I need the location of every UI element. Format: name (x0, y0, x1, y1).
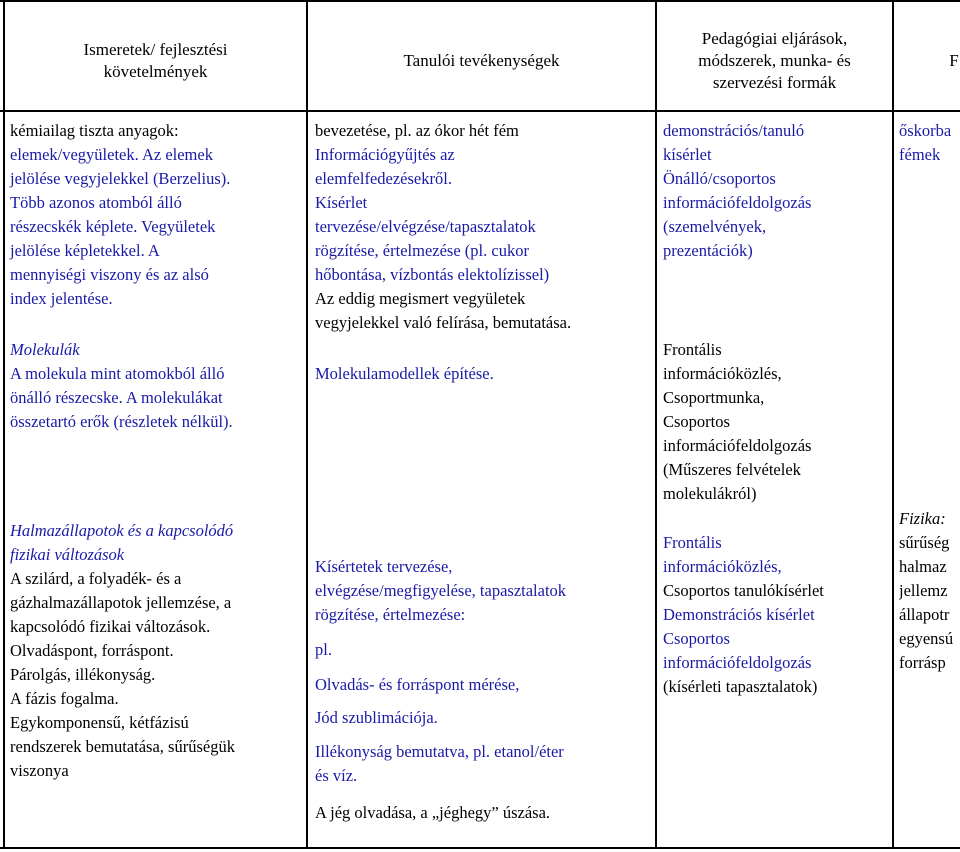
table-border-header (0, 110, 960, 112)
col2-block-ice (315, 801, 550, 825)
col2-line: hőbontása, vízbontás elektolízissel) (315, 265, 550, 284)
col2-line: elvégzése/megfigyelése, tapasztalatok (315, 581, 567, 600)
col1-line: Egykomponensű, kétfázisú (10, 713, 189, 732)
col3-line: prezentációk) (663, 241, 753, 260)
col3-line: Frontális (663, 340, 722, 359)
col3-line: Önálló/csoportos (663, 169, 776, 188)
col4-title: Fizika: (899, 509, 946, 528)
col1-line: kémiailag tiszta anyagok: (10, 121, 179, 140)
col1-states-title: Halmazállapotok és a kapcsolódó (10, 521, 234, 540)
col3-block-methods-1 (663, 119, 811, 263)
col4-line: sűrűség (899, 533, 950, 552)
col2-line: Olvadás- és forráspont mérése, (315, 675, 520, 694)
col2-line: Molekulamodellek építése. (315, 364, 494, 383)
col3-line: információközlés, (663, 557, 782, 576)
col3-line: kísérlet (663, 145, 712, 164)
col1-line: Több azonos atomból álló (10, 193, 182, 212)
col3-block-methods-2 (663, 338, 885, 506)
col4-line: őskorba (899, 121, 952, 140)
col3-block-methods-3 (663, 531, 824, 699)
col1-line: index jelentése. (10, 289, 113, 308)
col1-block-elements (10, 119, 230, 311)
col2-line: bevezetése, pl. az ókor hét fém (315, 121, 519, 140)
col1-line: önálló részecske. A molekulákat (10, 388, 223, 407)
header-col-1-line-1: Ismeretek/ fejlesztési (83, 40, 228, 59)
header-col-1 (5, 2, 306, 110)
col1-line: A szilárd, a folyadék- és a (10, 569, 182, 588)
col-divider-1 (3, 0, 5, 849)
col3-line: demonstrációs/tanuló (663, 121, 805, 140)
header-col-3-line-3: szervezési formák (712, 73, 837, 92)
col1-line: összetartó erők (részletek nélkül). (10, 412, 233, 431)
header-col-3-line-2: módszerek, munka- és (698, 51, 851, 70)
col4-line: forrásp (899, 653, 946, 672)
col2-line: Kísérlet (315, 193, 368, 212)
col2-line: Illékonyság bemutatva, pl. etanol/éter (315, 742, 564, 761)
col-divider-4 (892, 0, 894, 849)
col1-line: viszonya (10, 761, 69, 780)
header-col-2-label: Tanulói tevékenységek (403, 51, 560, 70)
col1-line: A fázis fogalma. (10, 689, 119, 708)
col2-line: Kísértetek tervezése, (315, 557, 453, 576)
col3-line: Csoportmunka, (663, 388, 765, 407)
header-col-4 (894, 2, 960, 110)
col2-block-iodine (315, 706, 438, 730)
col1-block-molecules (10, 338, 302, 434)
col4-block-1 (899, 119, 960, 167)
col2-line: vegyjelekkel való felírása, bemutatása. (315, 313, 572, 332)
col2-line: A jég olvadása, a „jéghegy” úszása. (315, 803, 551, 822)
col4-line: jellemz (899, 581, 948, 600)
col1-line: Olvadáspont, forráspont. (10, 641, 174, 660)
col2-line: elemfelfedezésekről. (315, 169, 452, 188)
col4-line: állapotr (899, 605, 950, 624)
col2-line: pl. (315, 640, 332, 659)
col1-states-title: fizikai változások (10, 545, 125, 564)
col3-line: (kísérleti tapasztalatok) (663, 677, 818, 696)
header-col-1-line-2: követelmények (103, 62, 208, 81)
header-col-3 (657, 2, 892, 110)
col3-justified-line (663, 458, 885, 482)
col1-line: Párolgás, illékonyság. (10, 665, 156, 684)
col4-line: halmaz (899, 557, 947, 576)
col2-block-experiments (315, 555, 566, 627)
col2-line: Az eddig megismert vegyületek (315, 289, 526, 308)
col2-line: tervezése/elvégzése/tapasztalatok (315, 217, 536, 236)
col3-line: információközlés, (663, 364, 782, 383)
col3-line: molekulákról) (663, 484, 757, 503)
header-col-3-line-1: Pedagógiai eljárások, (701, 29, 848, 48)
col1-line: kapcsolódó fizikai változások. (10, 617, 211, 636)
col3-line: Demonstrációs kísérlet (663, 605, 815, 624)
col1-line: elemek/vegyületek. Az elemek (10, 145, 213, 164)
col3-line: információfeldolgozás (663, 193, 812, 212)
col2-line: rögzítése, értelmezése (pl. cukor (315, 241, 529, 260)
header-col-2 (308, 2, 655, 110)
col2-block-models (315, 362, 494, 386)
col1-line: A molekula mint atomokból álló (10, 364, 225, 383)
col1-line: rendszerek bemutatása, sűrűségük (10, 737, 235, 756)
col1-line: gázhalmazállapotok jellemzése, a (10, 593, 232, 612)
col3-line: Csoportos (663, 412, 730, 431)
col1-molecules-title: Molekulák (10, 340, 80, 359)
col3-line: Csoportos (663, 629, 730, 648)
col2-line: és víz. (315, 766, 358, 785)
col1-line: mennyiségi viszony és az alsó (10, 265, 209, 284)
col3-line: információfeldolgozás (663, 436, 812, 455)
col3-word: (Műszeres (663, 460, 732, 479)
col4-block-3 (899, 507, 960, 675)
col-divider-3 (655, 0, 657, 849)
col2-block-melting (315, 673, 519, 697)
col3-line: Frontális (663, 533, 722, 552)
col3-line: Csoportos tanulókísérlet (663, 581, 824, 600)
col4-line: fémek (899, 145, 941, 164)
col3-line: (szemelvények, (663, 217, 767, 236)
col2-line: Információgyűjtés az (315, 145, 455, 164)
col4-line: egyensú (899, 629, 954, 648)
col1-line: jelölése képletekkel. A (10, 241, 160, 260)
col-divider-2 (306, 0, 308, 849)
col2-block-activities (315, 119, 571, 335)
col1-block-states (10, 519, 235, 783)
col2-line: Jód szublimációja. (315, 708, 438, 727)
col2-block-pl (315, 638, 332, 662)
col1-line: jelölése vegyjelekkel (Berzelius). (10, 169, 231, 188)
col2-line: rögzítése, értelmezése: (315, 605, 466, 624)
header-col-4-label: F (949, 51, 959, 70)
table-border-bottom (0, 847, 960, 849)
col3-word: felvételek (735, 460, 801, 479)
col2-block-volatility (315, 740, 564, 788)
col3-line: információfeldolgozás (663, 653, 812, 672)
col1-line: részecskék képlete. Vegyületek (10, 217, 216, 236)
